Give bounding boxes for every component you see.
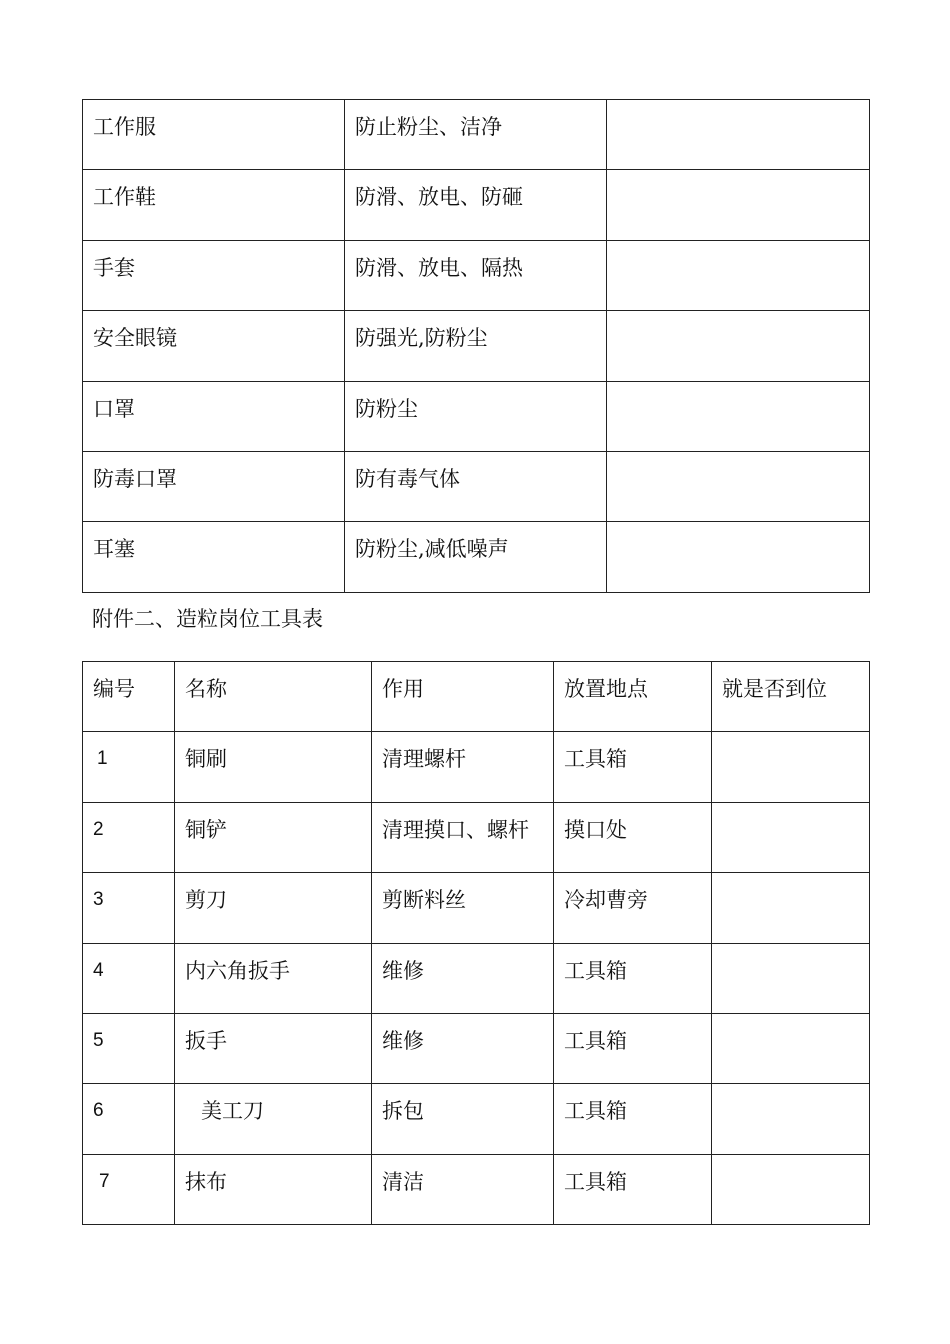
ppe-purpose-cell: 防粉尘 [345,381,607,451]
table-row [83,873,870,943]
tool-name-cell: 扳手 [175,1013,372,1083]
ppe-purpose-cell: 防有毒气体 [345,451,607,521]
tool-name-cell: 铜铲 [175,802,372,872]
tool-table [82,661,870,1225]
tool-no-cell: 7 [83,1154,175,1224]
table-row [83,732,870,802]
tool-name-cell: 美工刀 [175,1084,372,1154]
ppe-purpose-cell: 防止粉尘、洁净 [345,100,607,170]
header-purpose: 作用 [372,662,554,732]
tool-location-cell: 工具箱 [554,943,712,1013]
ppe-item-cell: 安全眼镜 [83,311,345,381]
table-header-row [83,662,870,732]
table-row [83,381,870,451]
header-location: 放置地点 [554,662,712,732]
tool-table-caption: 附件二、造粒岗位工具表 [92,607,323,631]
tool-no-cell: 5 [83,1013,175,1083]
tool-name-cell: 剪刀 [175,873,372,943]
tool-check-cell [712,732,870,802]
table-row [83,100,870,170]
ppe-purpose-cell: 防粉尘,减低噪声 [345,522,607,592]
table-row [83,451,870,521]
tool-location-cell: 工具箱 [554,1154,712,1224]
ppe-check-cell [607,381,870,451]
tool-name-cell: 内六角扳手 [175,943,372,1013]
ppe-check-cell [607,100,870,170]
ppe-check-cell [607,240,870,310]
ppe-check-cell [607,451,870,521]
ppe-item-cell: 防毒口罩 [83,451,345,521]
tool-name-cell: 铜刷 [175,732,372,802]
tool-no-cell: 6 [83,1084,175,1154]
table-row [83,1013,870,1083]
tool-purpose-cell: 维修 [372,1013,554,1083]
tool-no-cell: 1 [83,732,175,802]
tool-no-cell: 4 [83,943,175,1013]
table-row [83,1084,870,1154]
table-row [83,802,870,872]
ppe-purpose-cell: 防滑、放电、防砸 [345,170,607,240]
table-row [83,311,870,381]
table-row [83,1154,870,1224]
ppe-check-cell [607,170,870,240]
ppe-check-cell [607,311,870,381]
ppe-purpose-cell: 防强光,防粉尘 [345,311,607,381]
tool-check-cell [712,1013,870,1083]
tool-location-cell: 工具箱 [554,1013,712,1083]
header-name: 名称 [175,662,372,732]
ppe-item-cell: 工作鞋 [83,170,345,240]
tool-check-cell [712,1084,870,1154]
tool-name-cell: 抹布 [175,1154,372,1224]
tool-location-cell: 工具箱 [554,732,712,802]
tool-no-cell: 2 [83,802,175,872]
ppe-item-cell: 工作服 [83,100,345,170]
tool-purpose-cell: 拆包 [372,1084,554,1154]
tool-location-cell: 摸口处 [554,802,712,872]
table-row [83,943,870,1013]
ppe-item-cell: 耳塞 [83,522,345,592]
ppe-check-cell [607,522,870,592]
ppe-item-cell: 口罩 [83,381,345,451]
tool-no-cell: 3 [83,873,175,943]
table-row [83,240,870,310]
tool-purpose-cell: 清洁 [372,1154,554,1224]
table-row [83,170,870,240]
tool-check-cell [712,802,870,872]
tool-check-cell [712,873,870,943]
tool-check-cell [712,1154,870,1224]
tool-purpose-cell: 清理摸口、螺杆 [372,802,554,872]
ppe-purpose-cell: 防滑、放电、隔热 [345,240,607,310]
ppe-item-cell: 手套 [83,240,345,310]
table-row [83,522,870,592]
tool-purpose-cell: 清理螺杆 [372,732,554,802]
header-no: 编号 [83,662,175,732]
tool-purpose-cell: 维修 [372,943,554,1013]
tool-purpose-cell: 剪断料丝 [372,873,554,943]
tool-location-cell: 工具箱 [554,1084,712,1154]
tool-check-cell [712,943,870,1013]
header-check: 就是否到位 [712,662,870,732]
ppe-table [82,99,870,593]
tool-location-cell: 冷却曹旁 [554,873,712,943]
